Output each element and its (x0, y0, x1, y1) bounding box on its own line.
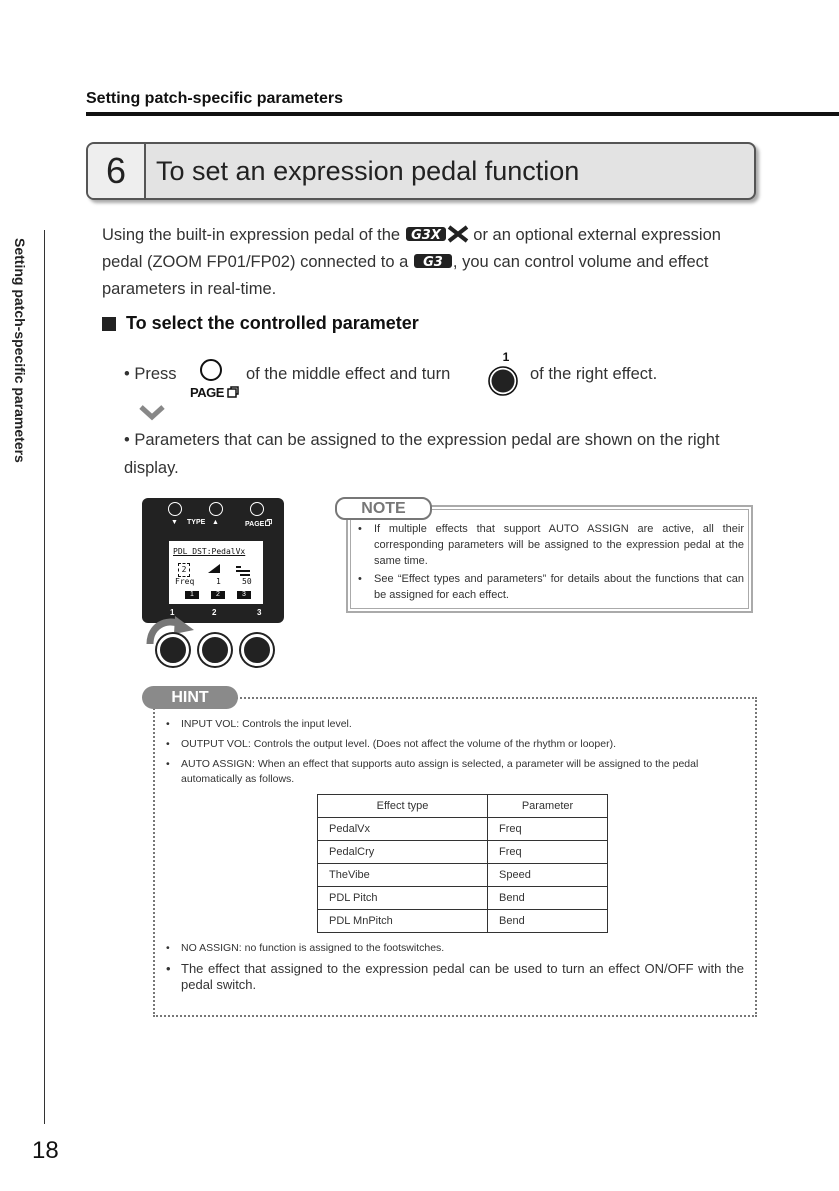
table-cell: Freq (488, 818, 608, 841)
table-row (318, 818, 608, 841)
switch-number-1: 1 (170, 608, 175, 617)
table-header-row (318, 795, 608, 818)
step-title: To set an expression pedal function (156, 155, 580, 186)
table-cell: Bend (488, 887, 608, 910)
g3-logo (413, 252, 453, 277)
table-cell: TheVibe (318, 864, 488, 887)
up-arrow-label: ▲ (212, 519, 219, 526)
g3x-logo-text: G3X (410, 228, 441, 243)
note-item: • If multiple effects that support AUTO ASSIGN are active, all their corresponding parameters will be assigned to the expression pedal at the same time. (358, 521, 744, 569)
table-cell: PedalCry (318, 841, 488, 864)
instruction-press: • Press (124, 365, 177, 383)
table-cell: PDL Pitch (318, 887, 488, 910)
subheading (102, 313, 419, 334)
lcd-param-label: Freq (175, 577, 195, 586)
table-header: Effect type (318, 795, 488, 818)
page-key-icon (198, 358, 224, 387)
knob-2 (199, 634, 231, 666)
instruction-middle: of the middle effect and turn (246, 365, 451, 383)
lcd-box-2: 2 (211, 591, 225, 599)
device-button-3 (250, 502, 264, 516)
down-arrow-label: ▼ (171, 519, 178, 526)
page-key-label: PAGE (190, 385, 239, 400)
type-label: TYPE (187, 519, 206, 526)
section-header: Setting patch-specific parameters (86, 90, 343, 107)
knob-1 (157, 634, 189, 666)
hint-item: • The effect that assigned to the expression pedal can be used to turn an effect ON/OFF with the pedal switch. (166, 961, 744, 993)
g3x-logo (405, 225, 469, 250)
hint-list (166, 717, 744, 792)
switch-number-3: 3 (257, 608, 262, 617)
switch-number-2: 2 (212, 608, 217, 617)
intro-text-2: or an optional external expression pedal (ZOOM FP01/FP02) connected to a (102, 226, 721, 271)
knob-3 (241, 634, 273, 666)
step-title-box (86, 142, 756, 200)
lcd-digit: 2 (178, 563, 190, 577)
hint-item: • OUTPUT VOL: Controls the output level. (Does not affect the volume of the rhythm or looper). (166, 737, 744, 752)
knob-1-label: 1 (502, 350, 510, 364)
hint-item: • INPUT VOL: Controls the input level. (166, 717, 744, 732)
page-label: PAGE (245, 519, 272, 528)
table-header: Parameter (488, 795, 608, 818)
table-cell: Bend (488, 910, 608, 933)
hint-list-after (166, 941, 744, 998)
note-tag: NOTE (335, 497, 432, 520)
note-list (358, 521, 744, 605)
instruction-right: of the right effect. (530, 365, 658, 383)
intro-text-1: Using the built-in expression pedal of the (102, 226, 401, 244)
knob-row (157, 634, 273, 666)
device-button-2 (209, 502, 223, 516)
lcd-value-1: 1 (216, 577, 221, 586)
auto-assign-table (317, 794, 608, 933)
table-row (318, 910, 608, 933)
device-display-panel (142, 498, 284, 623)
table-row (318, 864, 608, 887)
table-row (318, 841, 608, 864)
device-button-1 (168, 502, 182, 516)
table-cell: Freq (488, 841, 608, 864)
square-bullet-icon (102, 317, 116, 331)
g3-logo-text: G3 (423, 255, 443, 270)
table-row (318, 887, 608, 910)
intro-paragraph (102, 223, 742, 301)
subheading-text: To select the controlled parameter (126, 313, 419, 333)
table-cell: PDL MnPitch (318, 910, 488, 933)
sidebar-label: Setting patch-specific parameters (12, 238, 28, 463)
instruction-parameters: • Parameters that can be assigned to the expression pedal are shown on the right display. (124, 431, 720, 477)
hint-item: • AUTO ASSIGN: When an effect that supports auto assign is selected, a parameter will be assigned to the pedal automatically as follows. (166, 757, 744, 787)
hint-item: • NO ASSIGN: no function is assigned to the footswitches. (166, 941, 744, 956)
lcd-box-3: 3 (237, 591, 251, 599)
table-cell: Speed (488, 864, 608, 887)
lcd-top-line: PDL DST:PedalVx (173, 547, 246, 556)
note-item: • See “Effect types and parameters” for details about the functions that can be assigned for each effect. (358, 571, 744, 603)
chevron-down-icon (138, 403, 166, 428)
knob-1-icon (487, 351, 519, 402)
header-rule (86, 112, 839, 116)
page-copy-icon (227, 386, 239, 398)
hint-tag: HINT (142, 686, 238, 709)
intro-text-3: , you can control volume and effect parameters in real-time. (102, 253, 709, 298)
lcd-box-1: 1 (185, 591, 199, 599)
lcd-value-2: 50 (242, 577, 252, 586)
page-number: 18 (32, 1137, 59, 1164)
sidebar-rule (44, 230, 45, 1124)
table-cell: PedalVx (318, 818, 488, 841)
lcd-screen (169, 541, 263, 604)
step-number: 6 (88, 144, 146, 198)
